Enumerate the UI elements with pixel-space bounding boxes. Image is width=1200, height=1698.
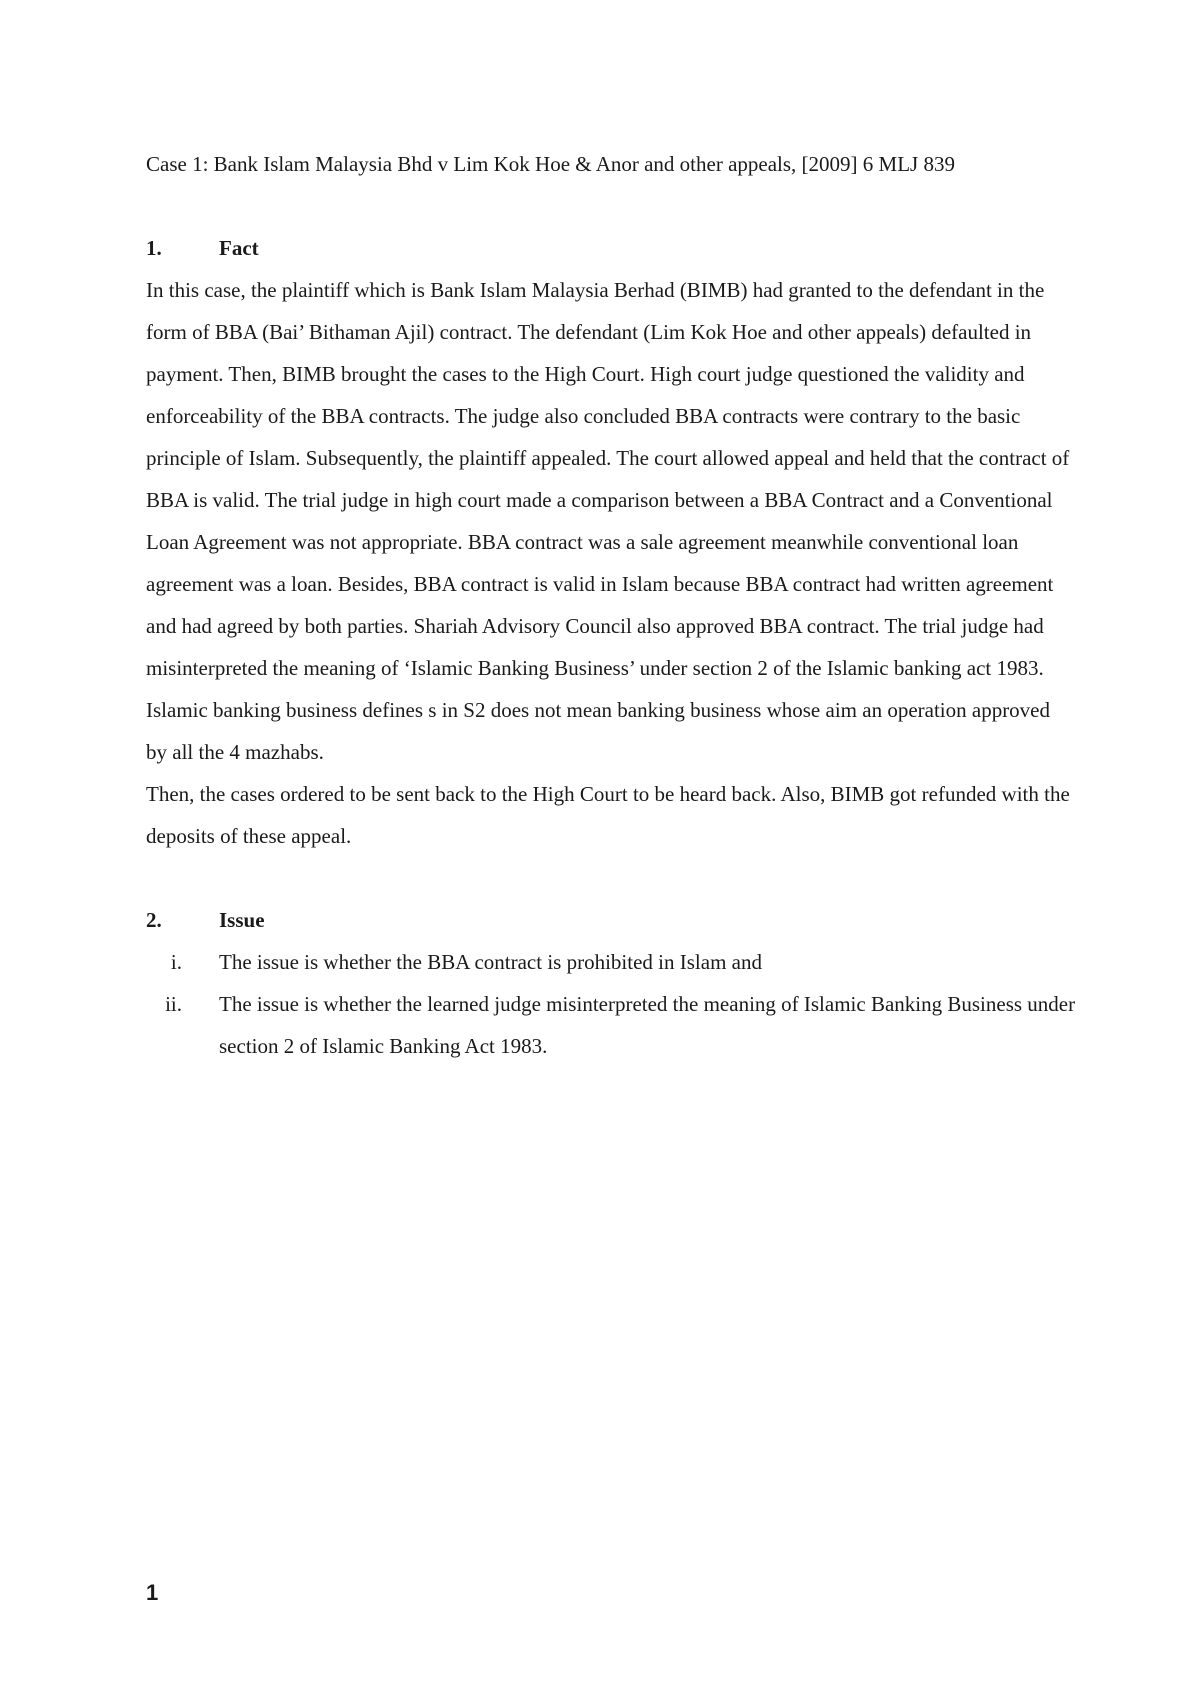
fact-paragraph: Then, the cases ordered to be sent back to the High Court to be heard back. Also, BIMB got refunded with the deposits of these appeal. [146, 782, 1070, 848]
fact-heading [146, 227, 1076, 269]
issue-item-number: i. [170, 950, 182, 974]
document-body [146, 143, 1076, 1067]
issue-list-item [146, 941, 1076, 983]
issue-list [146, 941, 1076, 1067]
fact-paragraph: In this case, the plaintiff which is Bank Islam Malaysia Berhad (BIMB) had granted to the defendant in the form of BBA (Bai’ Bithaman Ajil) contract. The defendant (Lim Kok Hoe and other appeals) defaulted in payment. Then, BIMB brought the cases to the High Court. High court judge questioned the validity and enforceability of the BBA contracts. The judge also concluded BBA contracts were contrary to the basic principle of Islam. Subsequently, the plaintiff appealed. The court allowed appeal and held that the contract of BBA is valid. The trial judge in high court made a comparison between a BBA Contract and a Conventional Loan Agreement was not appropriate. BBA contract was a sale agreement meanwhile conventional loan agreement was a loan. Besides, BBA contract is valid in Islam because BBA contract had written agreement and had agreed by both parties. Shariah Advisory Council also approved BBA contract. The trial judge had misinterpreted the meaning of ‘Islamic Banking Business’ under section 2 of the Islamic banking act 1983. Islamic banking business defines s in S2 does not mean banking business whose aim an operation approved by all the 4 mazhabs. [146, 278, 1070, 764]
case-title: Case 1: Bank Islam Malaysia Bhd v Lim Kok Hoe & Anor and other appeals, [2009] 6 MLJ 839 [146, 152, 955, 176]
issue-item-text: The issue is whether the BBA contract is prohibited in Islam and [219, 950, 762, 974]
issue-list-item [146, 983, 1076, 1067]
fact-section-number: 1. [146, 236, 162, 260]
fact-section-title: Fact [219, 236, 259, 260]
issue-section-number: 2. [146, 908, 162, 932]
page-number: 1 [146, 1580, 159, 1605]
issue-item-number: ii. [165, 992, 182, 1016]
issue-heading [146, 899, 1076, 941]
issue-section-title: Issue [219, 908, 265, 932]
issue-item-text: The issue is whether the learned judge misinterpreted the meaning of Islamic Banking Business under section 2 of Islamic Banking Act 1983. [219, 992, 1076, 1058]
